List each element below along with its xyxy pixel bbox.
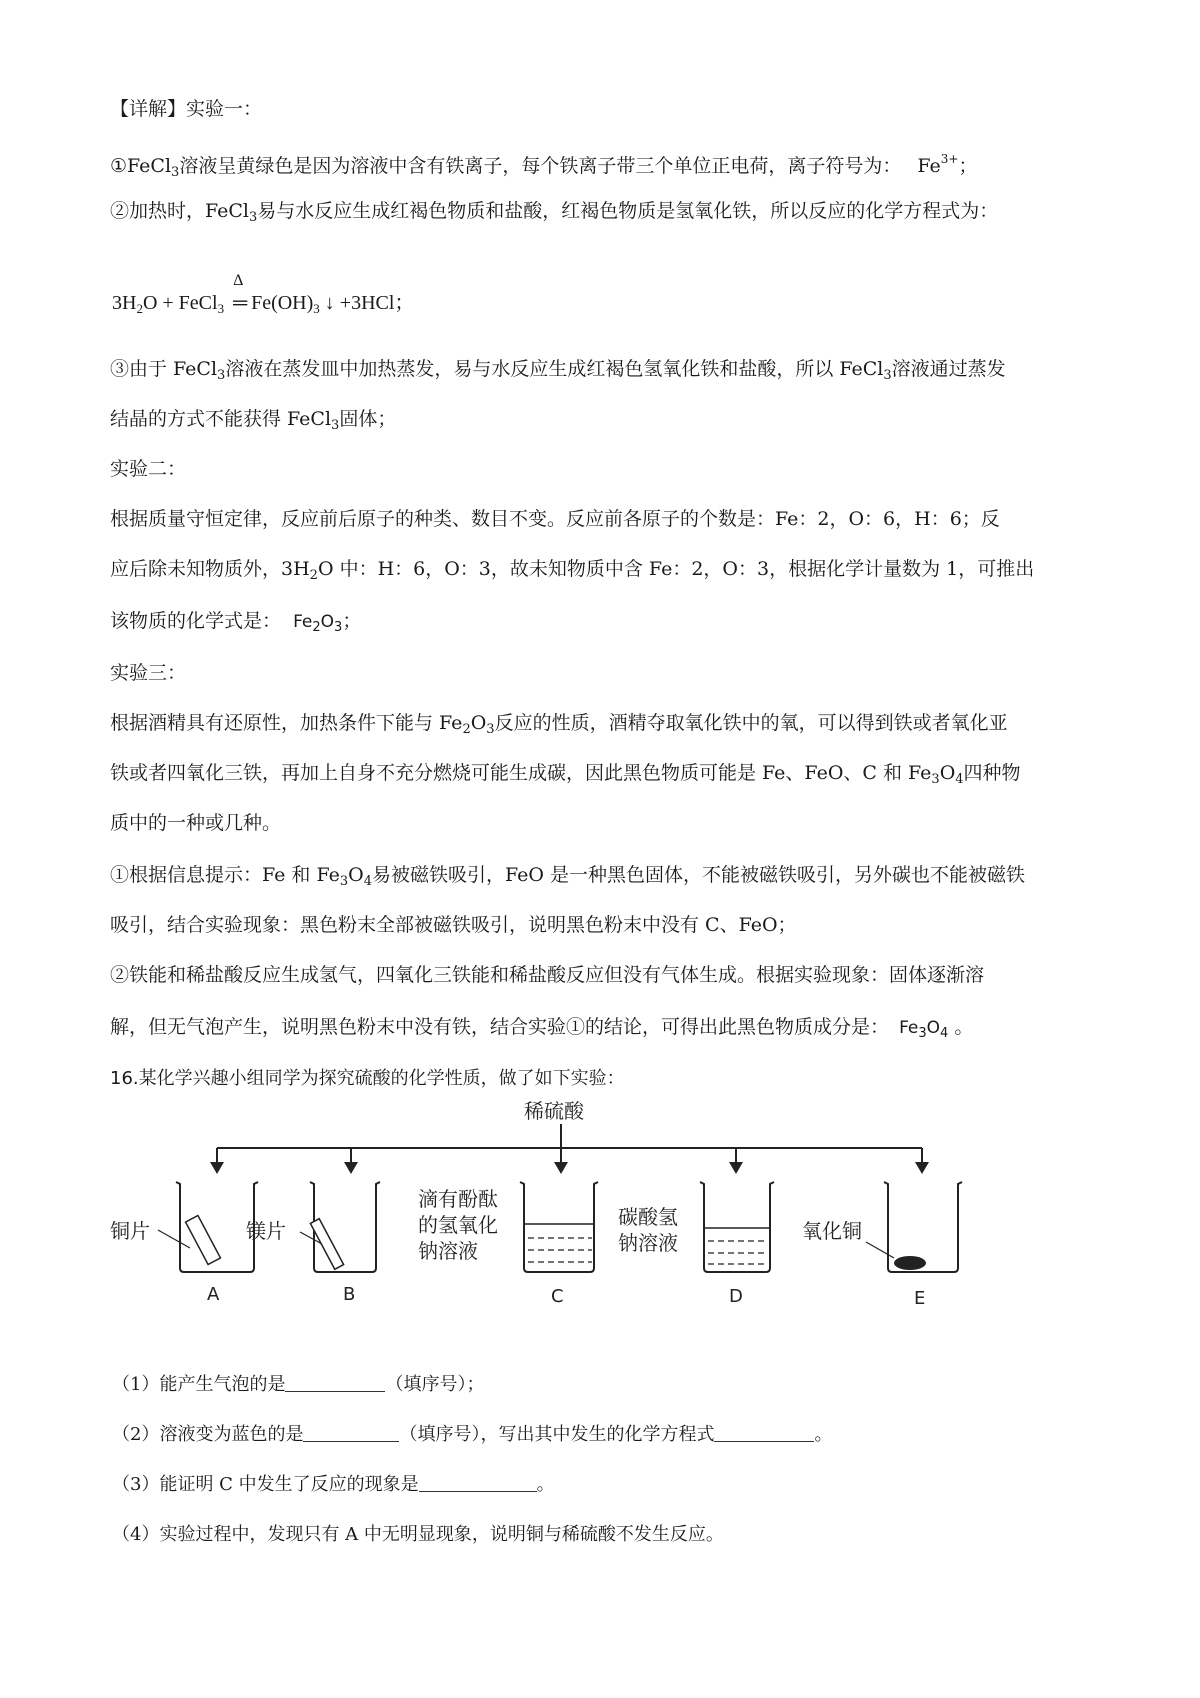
arrow-d — [729, 1162, 743, 1174]
arrow-e — [915, 1162, 929, 1174]
experiment-diagram — [110, 1098, 990, 1320]
answer-blank-1[interactable] — [285, 1373, 385, 1392]
beaker-b — [300, 1182, 380, 1272]
line-evaporation: ③由于 FeCl$_3$溶液在蒸发皿中加热蒸发，易与水反应生成红褐色氢氧化铁和盐酸，所以 FeCl$_3$溶液通过蒸发 — [110, 358, 1006, 383]
equals-sign: ═ — [232, 292, 248, 314]
answer-blank-3[interactable] — [419, 1473, 537, 1492]
beaker-d — [700, 1182, 774, 1272]
line-magnet-info: ①根据信息提示：Fe 和 $Fe_3O_4$易被磁铁吸引，FeO 是一种黑色固体，不能被磁铁吸引，另外碳也不能被磁铁 — [110, 864, 1026, 889]
arrow-b — [344, 1162, 358, 1174]
line-alcohol-reduction: 根据酒精具有还原性，加热条件下能与 $Fe_2O_3$反应的性质，酒精夺取氧化铁中的氧，可以得到铁或者氧化亚 — [110, 712, 1008, 737]
heat-condition — [229, 272, 251, 315]
label-bicarbonate-line2: 钠溶液 — [618, 1231, 678, 1255]
letter-b: B — [343, 1284, 356, 1305]
line-black-substance: 铁或者四氧化三铁，再加上自身不充分燃烧可能生成碳，因此黑色物质可能是 Fe、FeO、C 和 $Fe_3O_4$四种物 — [110, 762, 1021, 787]
question-4: （4）实验过程中，发现只有 A 中无明显现象，说明铜与稀硫酸不发生反应。 — [112, 1524, 724, 1545]
beaker-c — [520, 1182, 598, 1272]
label-phenolphthalein-line1: 滴有酚酞 — [418, 1187, 498, 1211]
letter-e: E — [914, 1288, 926, 1309]
line-detail-header: 【详解】实验一： — [110, 98, 263, 120]
letter-a: A — [207, 1284, 220, 1305]
line-crystallization: 结晶的方式不能获得 FeCl$_3$固体； — [110, 408, 397, 433]
copper-strip — [186, 1216, 221, 1265]
letter-c: C — [551, 1286, 564, 1307]
arrow-a — [210, 1162, 224, 1174]
line-hydrochloric: ②铁能和稀盐酸反应生成氢气，四氧化三铁能和稀盐酸反应但没有气体生成。根据实验现象：固体逐渐溶 — [110, 964, 985, 986]
line-atom-count: 应后除未知物质外，$3H_2O$ 中：H：6，O：3，故未知物质中含 Fe：2，O：3，根据化学计量数为 1，可推出 — [110, 558, 1035, 583]
answer-blank-2a[interactable] — [303, 1423, 399, 1442]
label-phenolphthalein-line2: 的氢氧化 — [418, 1213, 498, 1237]
line-fecl3-color: ①FeCl$_3$溶液呈黄绿色是因为溶液中含有铁离子，每个铁离子带三个单位正电荷，离子符号为： $Fe^{3+}$； — [110, 152, 978, 180]
fe2o3-formula: $Fe_2O_3$ — [293, 612, 343, 635]
iron-ion-formula: $Fe^{3+}$ — [917, 152, 959, 177]
chemical-equation: $3H_2O$ + FeCl$_3$ Δ ═ $Fe(OH)_3$ ↓ +3HCl； — [112, 272, 415, 316]
line-experiment-two: 实验二： — [110, 458, 187, 480]
beaker-a — [158, 1182, 258, 1272]
answer-blank-2b[interactable] — [714, 1423, 814, 1442]
question-2: （2）溶液变为蓝色的是 （填序号），写出其中发生的化学方程式 。 — [112, 1424, 833, 1445]
line-experiment-three: 实验三： — [110, 662, 187, 684]
label-dilute-sulfuric-acid: 稀硫酸 — [524, 1099, 584, 1123]
arrow-c — [554, 1162, 568, 1174]
magnesium-strip — [310, 1219, 343, 1270]
label-bicarbonate-line1: 碳酸氢 — [618, 1205, 678, 1229]
letter-d: D — [729, 1286, 743, 1307]
label-copper-strip: 铜片 — [110, 1219, 150, 1243]
line-one-or-several: 质中的一种或几种。 — [110, 812, 282, 834]
line-mass-conservation: 根据质量守恒定律，反应前后原子的种类、数目不变。反应前各原子的个数是：Fe：2，O：6，H：6；反 — [110, 508, 1000, 530]
label-magnesium-strip: 镁片 — [246, 1219, 286, 1243]
label-phenolphthalein-line3: 钠溶液 — [418, 1239, 478, 1263]
fe3o4-formula: $Fe_3O_4$ — [899, 1018, 949, 1041]
line-magnet-result: 吸引，结合实验现象：黑色粉末全部被磁铁吸引，说明黑色粉末中没有 C、FeO； — [110, 914, 797, 936]
question-16-title: 16.某化学兴趣小组同学为探究硫酸的化学性质，做了如下实验： — [110, 1068, 625, 1089]
label-copper-oxide: 氧化铜 — [802, 1219, 862, 1243]
question-3: （3）能证明 C 中发生了反应的现象是 。 — [112, 1474, 555, 1495]
delta-symbol: Δ — [233, 272, 244, 289]
line-heating: ②加热时，FeCl$_3$易与水反应生成红褐色物质和盐酸，红褐色物质是氢氧化铁，所以反应的化学方程式为： — [110, 200, 999, 225]
copper-oxide-powder — [894, 1256, 926, 1270]
question-1: （1）能产生气泡的是 （填序号）； — [112, 1374, 485, 1395]
line-formula-result: 该物质的化学式是： $Fe_2O_3$； — [110, 610, 362, 635]
line-conclusion: 解，但无气泡产生，说明黑色粉末中没有铁，结合实验①的结论，可得出此黑色物质成分是： $Fe_3O_4$ 。 — [110, 1016, 974, 1041]
beaker-e — [866, 1182, 962, 1272]
